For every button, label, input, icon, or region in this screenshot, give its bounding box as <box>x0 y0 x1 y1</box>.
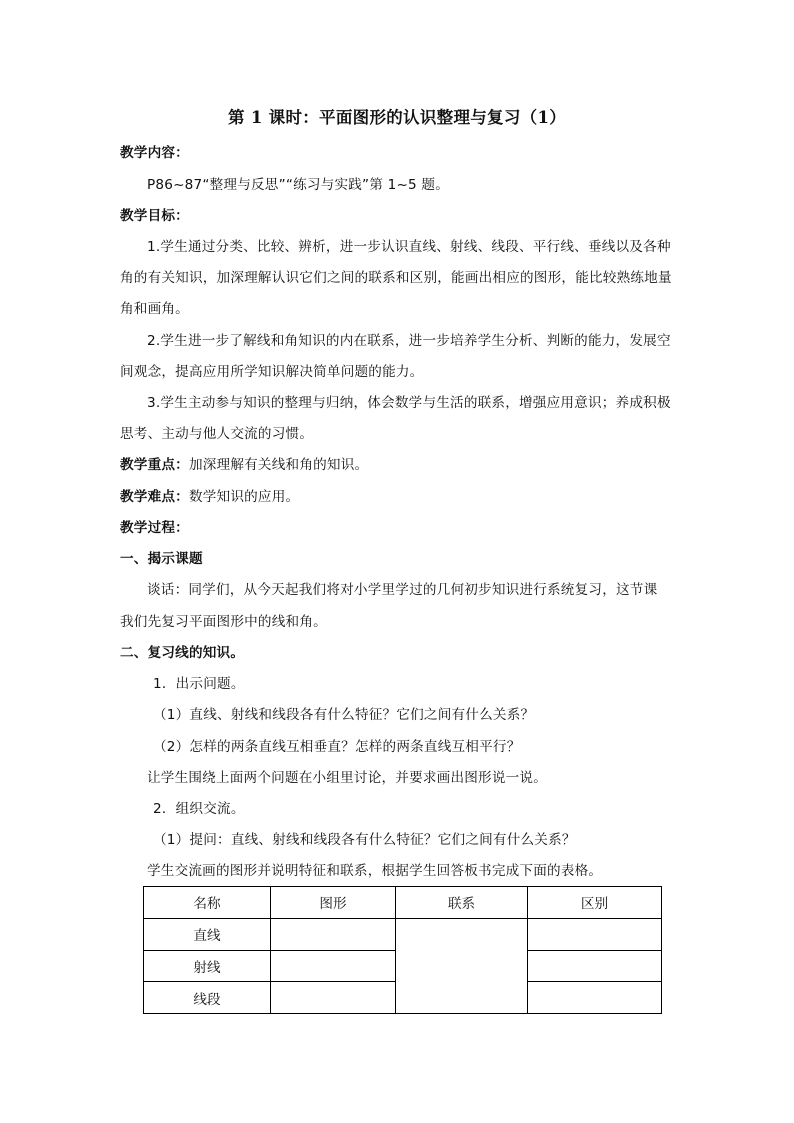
objective-1-line-3: 角和画角。 <box>120 301 189 317</box>
table-row <box>144 918 662 950</box>
difficulty-text: 数学知识的应用。 <box>188 489 300 505</box>
objective-1-line-1: 1.学生通过分类、比较、辨析，进一步认识直线、射线、线段、平行线、垂线以及各种 <box>147 239 671 255</box>
content-text: P86~87“整理与反思”“练习与实践”第 1~5 题。 <box>147 177 449 193</box>
objective-1-line-2: 角的有关知识，加深理解认识它们之间的联系和区别，能画出相应的图形，能比较熟练地量 <box>120 270 672 286</box>
figure-cell <box>271 950 396 982</box>
process-label: 教学过程： <box>120 520 189 536</box>
difficulty <box>120 487 680 507</box>
section-1-line-1: 谈话：同学们，从今天起我们将对小学里学过的几何初步知识进行系统复习，这节课 <box>147 582 658 598</box>
figure-cell <box>271 918 396 950</box>
table-intro: 学生交流画的图形并说明特征和联系，根据学生回答板书完成下面的表格。 <box>147 863 603 879</box>
objective-2-line-1: 2.学生进一步了解线和角知识的内在联系，进一步培养学生分析、判断的能力，发展空 <box>147 333 671 349</box>
question-1: （1）直线、射线和线段各有什么特征？它们之间有什么关系？ <box>153 707 535 723</box>
step-1: 1．出示问题。 <box>153 676 245 692</box>
row-label-segment: 线段 <box>144 982 271 1014</box>
lines-comparison-table <box>143 886 662 1014</box>
objectives-label: 教学目标： <box>120 208 189 224</box>
objective-2-line-2: 间观念，提高应用所学知识解决简单问题的能力。 <box>120 364 424 380</box>
step-2: 2．组织交流。 <box>153 801 245 817</box>
objective-3-line-1: 3.学生主动参与知识的整理与归纳，体会数学与生活的联系，增强应用意识；养成积极 <box>147 395 671 411</box>
difference-cell <box>528 950 662 982</box>
objective-3-line-2: 思考、主动与他人交流的习惯。 <box>120 426 314 442</box>
header-connection: 联系 <box>396 887 528 919</box>
row-label-line: 直线 <box>144 918 271 950</box>
figure-cell <box>271 982 396 1014</box>
key-point <box>120 455 680 475</box>
difficulty-label: 教学难点： <box>120 489 189 505</box>
header-name: 名称 <box>144 887 271 919</box>
difference-cell <box>528 982 662 1014</box>
row-label-ray: 射线 <box>144 950 271 982</box>
connection-cell <box>396 918 528 1013</box>
section-1-heading: 一、揭示课题 <box>120 551 203 567</box>
page-title: 第 1 课时：平面图形的认识整理与复习（1） <box>227 108 567 127</box>
key-point-label: 教学重点： <box>120 457 189 473</box>
header-difference: 区别 <box>528 887 662 919</box>
header-figure: 图形 <box>271 887 396 919</box>
key-point-text: 加深理解有关线和角的知识。 <box>188 457 369 473</box>
section-1-line-2: 我们先复习平面图形中的线和角。 <box>120 614 327 630</box>
ask-question: （1）提问：直线、射线和线段各有什么特征？它们之间有什么关系？ <box>153 832 576 848</box>
content-label: 教学内容： <box>120 145 189 161</box>
discussion-instruction: 让学生围绕上面两个问题在小组里讨论，并要求画出图形说一说。 <box>147 770 548 786</box>
table-header-row <box>144 887 662 919</box>
section-2-heading: 二、复习线的知识。 <box>120 645 245 661</box>
question-2: （2）怎样的两条直线互相垂直？怎样的两条直线互相平行？ <box>153 739 521 755</box>
difference-cell <box>528 918 662 950</box>
